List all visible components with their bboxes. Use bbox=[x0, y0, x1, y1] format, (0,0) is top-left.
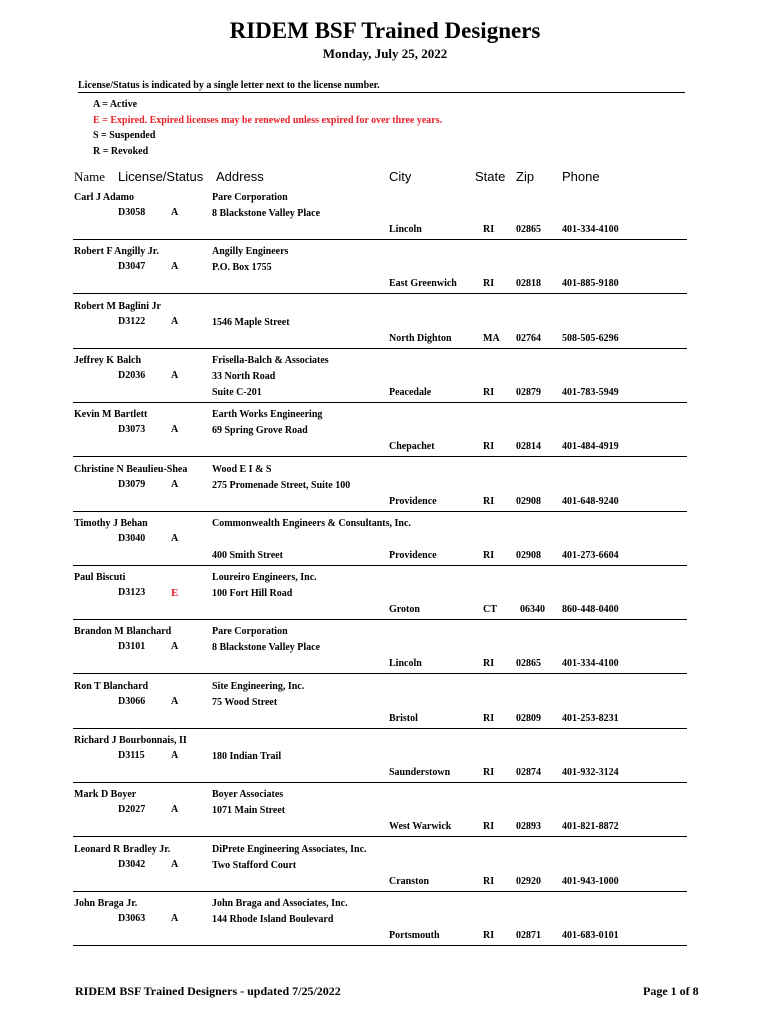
record-state: RI bbox=[483, 929, 495, 941]
column-header-zip: Zip bbox=[516, 169, 535, 184]
record-city: North Dighton bbox=[389, 332, 452, 344]
record-address-line-2: 1546 Maple Street bbox=[212, 316, 290, 328]
designer-record bbox=[0, 676, 770, 730]
record-address-line-1: John Braga and Associates, Inc. bbox=[212, 897, 348, 909]
record-address-line-2: 180 Indian Trail bbox=[212, 751, 282, 762]
record-state: RI bbox=[483, 224, 495, 235]
record-license-status: A bbox=[171, 315, 179, 327]
record-name: Kevin M Bartlett bbox=[74, 409, 148, 421]
record-address-line-3: 400 Smith Street bbox=[212, 549, 283, 561]
row-divider bbox=[73, 945, 687, 946]
record-city: Bristol bbox=[389, 712, 418, 724]
column-header-city: City bbox=[389, 169, 412, 184]
row-divider bbox=[73, 565, 687, 566]
record-phone: 401-783-5949 bbox=[562, 386, 619, 398]
record-zip: 02818 bbox=[516, 278, 541, 290]
record-address-line-3: Suite C-201 bbox=[212, 386, 262, 398]
designer-record bbox=[0, 730, 770, 784]
designer-record bbox=[0, 567, 770, 621]
record-phone: 401-334-4100 bbox=[562, 224, 619, 235]
record-zip: 02879 bbox=[516, 386, 541, 398]
record-city: East Greenwich bbox=[389, 278, 457, 290]
record-name: Timothy J Behan bbox=[74, 517, 148, 529]
record-license-number: D3122 bbox=[118, 315, 146, 327]
record-address-line-1: Boyer Associates bbox=[212, 789, 284, 801]
record-zip: 02871 bbox=[516, 929, 541, 941]
record-state: RI bbox=[483, 278, 495, 290]
record-license-status: A bbox=[171, 804, 179, 816]
record-address-line-2: 100 Fort Hill Road bbox=[212, 588, 293, 600]
record-phone: 401-648-9240 bbox=[562, 495, 619, 507]
legend-suspended: S = Suspended bbox=[93, 130, 156, 141]
record-phone: 508-505-6296 bbox=[562, 332, 619, 344]
column-header-license-status: License/Status bbox=[118, 169, 204, 184]
page-number: Page 1 of 8 bbox=[643, 984, 699, 998]
record-license-number: D3066 bbox=[118, 695, 146, 707]
record-license-status: A bbox=[171, 478, 179, 490]
footer-text: RIDEM BSF Trained Designers - updated 7/25/2022 bbox=[75, 984, 341, 998]
row-divider bbox=[73, 673, 687, 674]
record-address-line-1: Angilly Engineers bbox=[212, 246, 289, 258]
record-state: RI bbox=[483, 658, 495, 670]
record-name: Paul Biscuti bbox=[74, 572, 126, 584]
record-address-line-1: Pare Corporation bbox=[212, 626, 288, 638]
row-divider bbox=[73, 782, 687, 783]
record-city: Providence bbox=[389, 495, 437, 507]
record-city: Lincoln bbox=[389, 658, 422, 670]
column-header-state: State bbox=[475, 169, 506, 184]
designer-record bbox=[0, 621, 770, 675]
record-zip: 02874 bbox=[516, 767, 541, 778]
record-license-status: E bbox=[171, 587, 179, 600]
record-license-status: A bbox=[171, 207, 179, 218]
designer-record bbox=[0, 404, 770, 458]
record-city: Portsmouth bbox=[389, 929, 440, 941]
report-date: Monday, July 25, 2022 bbox=[322, 46, 448, 61]
record-address-line-1: Commonwealth Engineers & Consultants, Inc. bbox=[212, 517, 411, 529]
record-license-number: D3040 bbox=[118, 532, 146, 544]
record-license-status: A bbox=[171, 912, 179, 924]
record-license-number: D3063 bbox=[118, 912, 146, 924]
record-address-line-2: 8 Blackstone Valley Place bbox=[212, 208, 321, 219]
record-phone: 860-448-0400 bbox=[562, 604, 619, 616]
record-state: RI bbox=[483, 549, 495, 561]
record-address-line-2: 75 Wood Street bbox=[212, 696, 278, 708]
record-phone: 401-821-8872 bbox=[562, 821, 619, 833]
row-divider bbox=[73, 891, 687, 892]
record-address-line-2: P.O. Box 1755 bbox=[212, 262, 272, 274]
record-state: RI bbox=[483, 386, 495, 398]
designer-record bbox=[0, 350, 770, 404]
record-name: Richard J Bourbonnais, II bbox=[74, 735, 187, 746]
record-state: RI bbox=[483, 712, 495, 724]
record-license-number: D3079 bbox=[118, 478, 146, 490]
record-name: Brandon M Blanchard bbox=[74, 626, 172, 638]
record-license-number: D2036 bbox=[118, 369, 146, 381]
row-divider bbox=[73, 836, 687, 837]
record-address-line-2: 1071 Main Street bbox=[212, 805, 286, 817]
designer-record bbox=[0, 187, 770, 241]
record-zip: 02920 bbox=[516, 875, 541, 887]
record-state: RI bbox=[483, 821, 495, 833]
column-header-name: Name bbox=[74, 169, 106, 184]
record-license-number: D3058 bbox=[118, 207, 146, 218]
record-license-status: A bbox=[171, 641, 179, 653]
record-zip: 02809 bbox=[516, 712, 541, 724]
column-header-address: Address bbox=[216, 169, 264, 184]
legend-active: A = Active bbox=[93, 99, 138, 110]
record-license-status: A bbox=[171, 424, 179, 436]
record-address-line-2: 144 Rhode Island Boulevard bbox=[212, 913, 334, 925]
record-city: West Warwick bbox=[389, 821, 452, 833]
record-license-status: A bbox=[171, 261, 179, 273]
record-name: Ron T Blanchard bbox=[74, 680, 149, 692]
record-address-line-2: 69 Spring Grove Road bbox=[212, 425, 308, 437]
row-divider bbox=[73, 619, 687, 620]
column-header-phone: Phone bbox=[562, 169, 600, 184]
record-city: Peacedale bbox=[389, 386, 432, 398]
record-zip: 02764 bbox=[516, 332, 541, 344]
record-address-line-1: Pare Corporation bbox=[212, 192, 288, 203]
row-divider bbox=[73, 456, 687, 457]
record-state: CT bbox=[483, 604, 497, 616]
legend-heading: License/Status is indicated by a single letter next to the license number. bbox=[78, 80, 685, 93]
record-license-status: A bbox=[171, 369, 179, 381]
record-address-line-2: Two Stafford Court bbox=[212, 859, 297, 871]
row-divider bbox=[73, 239, 687, 240]
record-state: RI bbox=[483, 875, 495, 887]
record-city: Saunderstown bbox=[389, 767, 451, 778]
record-name: John Braga Jr. bbox=[74, 897, 138, 909]
designer-record bbox=[0, 784, 770, 838]
record-license-number: D3101 bbox=[118, 641, 146, 653]
record-phone: 401-683-0101 bbox=[562, 929, 619, 941]
record-name: Jeffrey K Balch bbox=[74, 354, 142, 366]
record-city: Groton bbox=[389, 604, 420, 616]
record-license-number: D2027 bbox=[118, 804, 146, 816]
record-address-line-2: 275 Promenade Street, Suite 100 bbox=[212, 479, 351, 491]
record-state: RI bbox=[483, 767, 495, 778]
page-title: RIDEM BSF Trained Designers bbox=[229, 18, 541, 43]
record-phone: 401-334-4100 bbox=[562, 658, 619, 670]
legend-revoked: R = Revoked bbox=[93, 146, 149, 157]
record-license-status: A bbox=[171, 750, 179, 761]
record-address-line-2: 8 Blackstone Valley Place bbox=[212, 642, 321, 654]
record-zip: 02865 bbox=[516, 658, 541, 670]
record-license-status: A bbox=[171, 858, 179, 870]
record-phone: 401-885-9180 bbox=[562, 278, 619, 290]
record-license-number: D3047 bbox=[118, 261, 146, 273]
designer-record bbox=[0, 839, 770, 893]
record-zip: 02908 bbox=[516, 495, 541, 507]
record-address-line-1: Loureiro Engineers, Inc. bbox=[212, 572, 317, 584]
row-divider bbox=[73, 511, 687, 512]
record-zip: 02865 bbox=[516, 224, 541, 235]
record-name: Robert F Angilly Jr. bbox=[74, 246, 159, 258]
record-city: Providence bbox=[389, 549, 437, 561]
record-license-number: D3123 bbox=[118, 587, 146, 599]
record-phone: 401-273-6604 bbox=[562, 549, 619, 561]
record-city: Chepachet bbox=[389, 441, 435, 453]
record-name: Christine N Beaulieu-Shea bbox=[74, 463, 188, 475]
record-name: Mark D Boyer bbox=[74, 789, 137, 801]
record-state: RI bbox=[483, 495, 495, 507]
record-phone: 401-932-3124 bbox=[562, 767, 619, 778]
record-address-line-1: Earth Works Engineering bbox=[212, 409, 323, 421]
record-license-number: D3115 bbox=[118, 750, 145, 761]
record-address-line-1: DiPrete Engineering Associates, Inc. bbox=[212, 843, 367, 855]
record-phone: 401-484-4919 bbox=[562, 441, 619, 453]
row-divider bbox=[73, 402, 687, 403]
designer-record bbox=[0, 296, 770, 350]
row-divider bbox=[73, 348, 687, 349]
record-state: MA bbox=[483, 332, 500, 344]
row-divider bbox=[73, 293, 687, 294]
record-phone: 401-253-8231 bbox=[562, 712, 619, 724]
record-phone: 401-943-1000 bbox=[562, 875, 619, 887]
record-license-status: A bbox=[171, 695, 179, 707]
record-zip: 02908 bbox=[516, 549, 541, 561]
record-state: RI bbox=[483, 441, 495, 453]
designer-record bbox=[0, 513, 770, 567]
record-license-number: D3073 bbox=[118, 424, 146, 436]
record-license-status: A bbox=[171, 532, 179, 544]
record-license-number: D3042 bbox=[118, 858, 146, 870]
record-name: Leonard R Bradley Jr. bbox=[74, 843, 171, 855]
designer-record bbox=[0, 459, 770, 513]
record-city: Lincoln bbox=[389, 224, 422, 235]
legend-expired: E = Expired. Expired licenses may be renewed unless expired for over three years. bbox=[93, 115, 443, 126]
record-address-line-2: 33 North Road bbox=[212, 370, 276, 382]
record-city: Cranston bbox=[389, 875, 430, 887]
record-zip: 02893 bbox=[516, 821, 541, 833]
designer-record bbox=[0, 241, 770, 295]
record-name: Carl J Adamo bbox=[74, 192, 134, 203]
record-address-line-1: Frisella-Balch & Associates bbox=[212, 354, 329, 366]
record-zip: 06340 bbox=[520, 604, 545, 616]
designer-record bbox=[0, 893, 770, 947]
row-divider bbox=[73, 728, 687, 729]
record-name: Robert M Baglini Jr bbox=[74, 300, 161, 312]
record-address-line-1: Site Engineering, Inc. bbox=[212, 680, 305, 692]
record-address-line-1: Wood E I & S bbox=[212, 463, 272, 475]
record-zip: 02814 bbox=[516, 441, 541, 453]
